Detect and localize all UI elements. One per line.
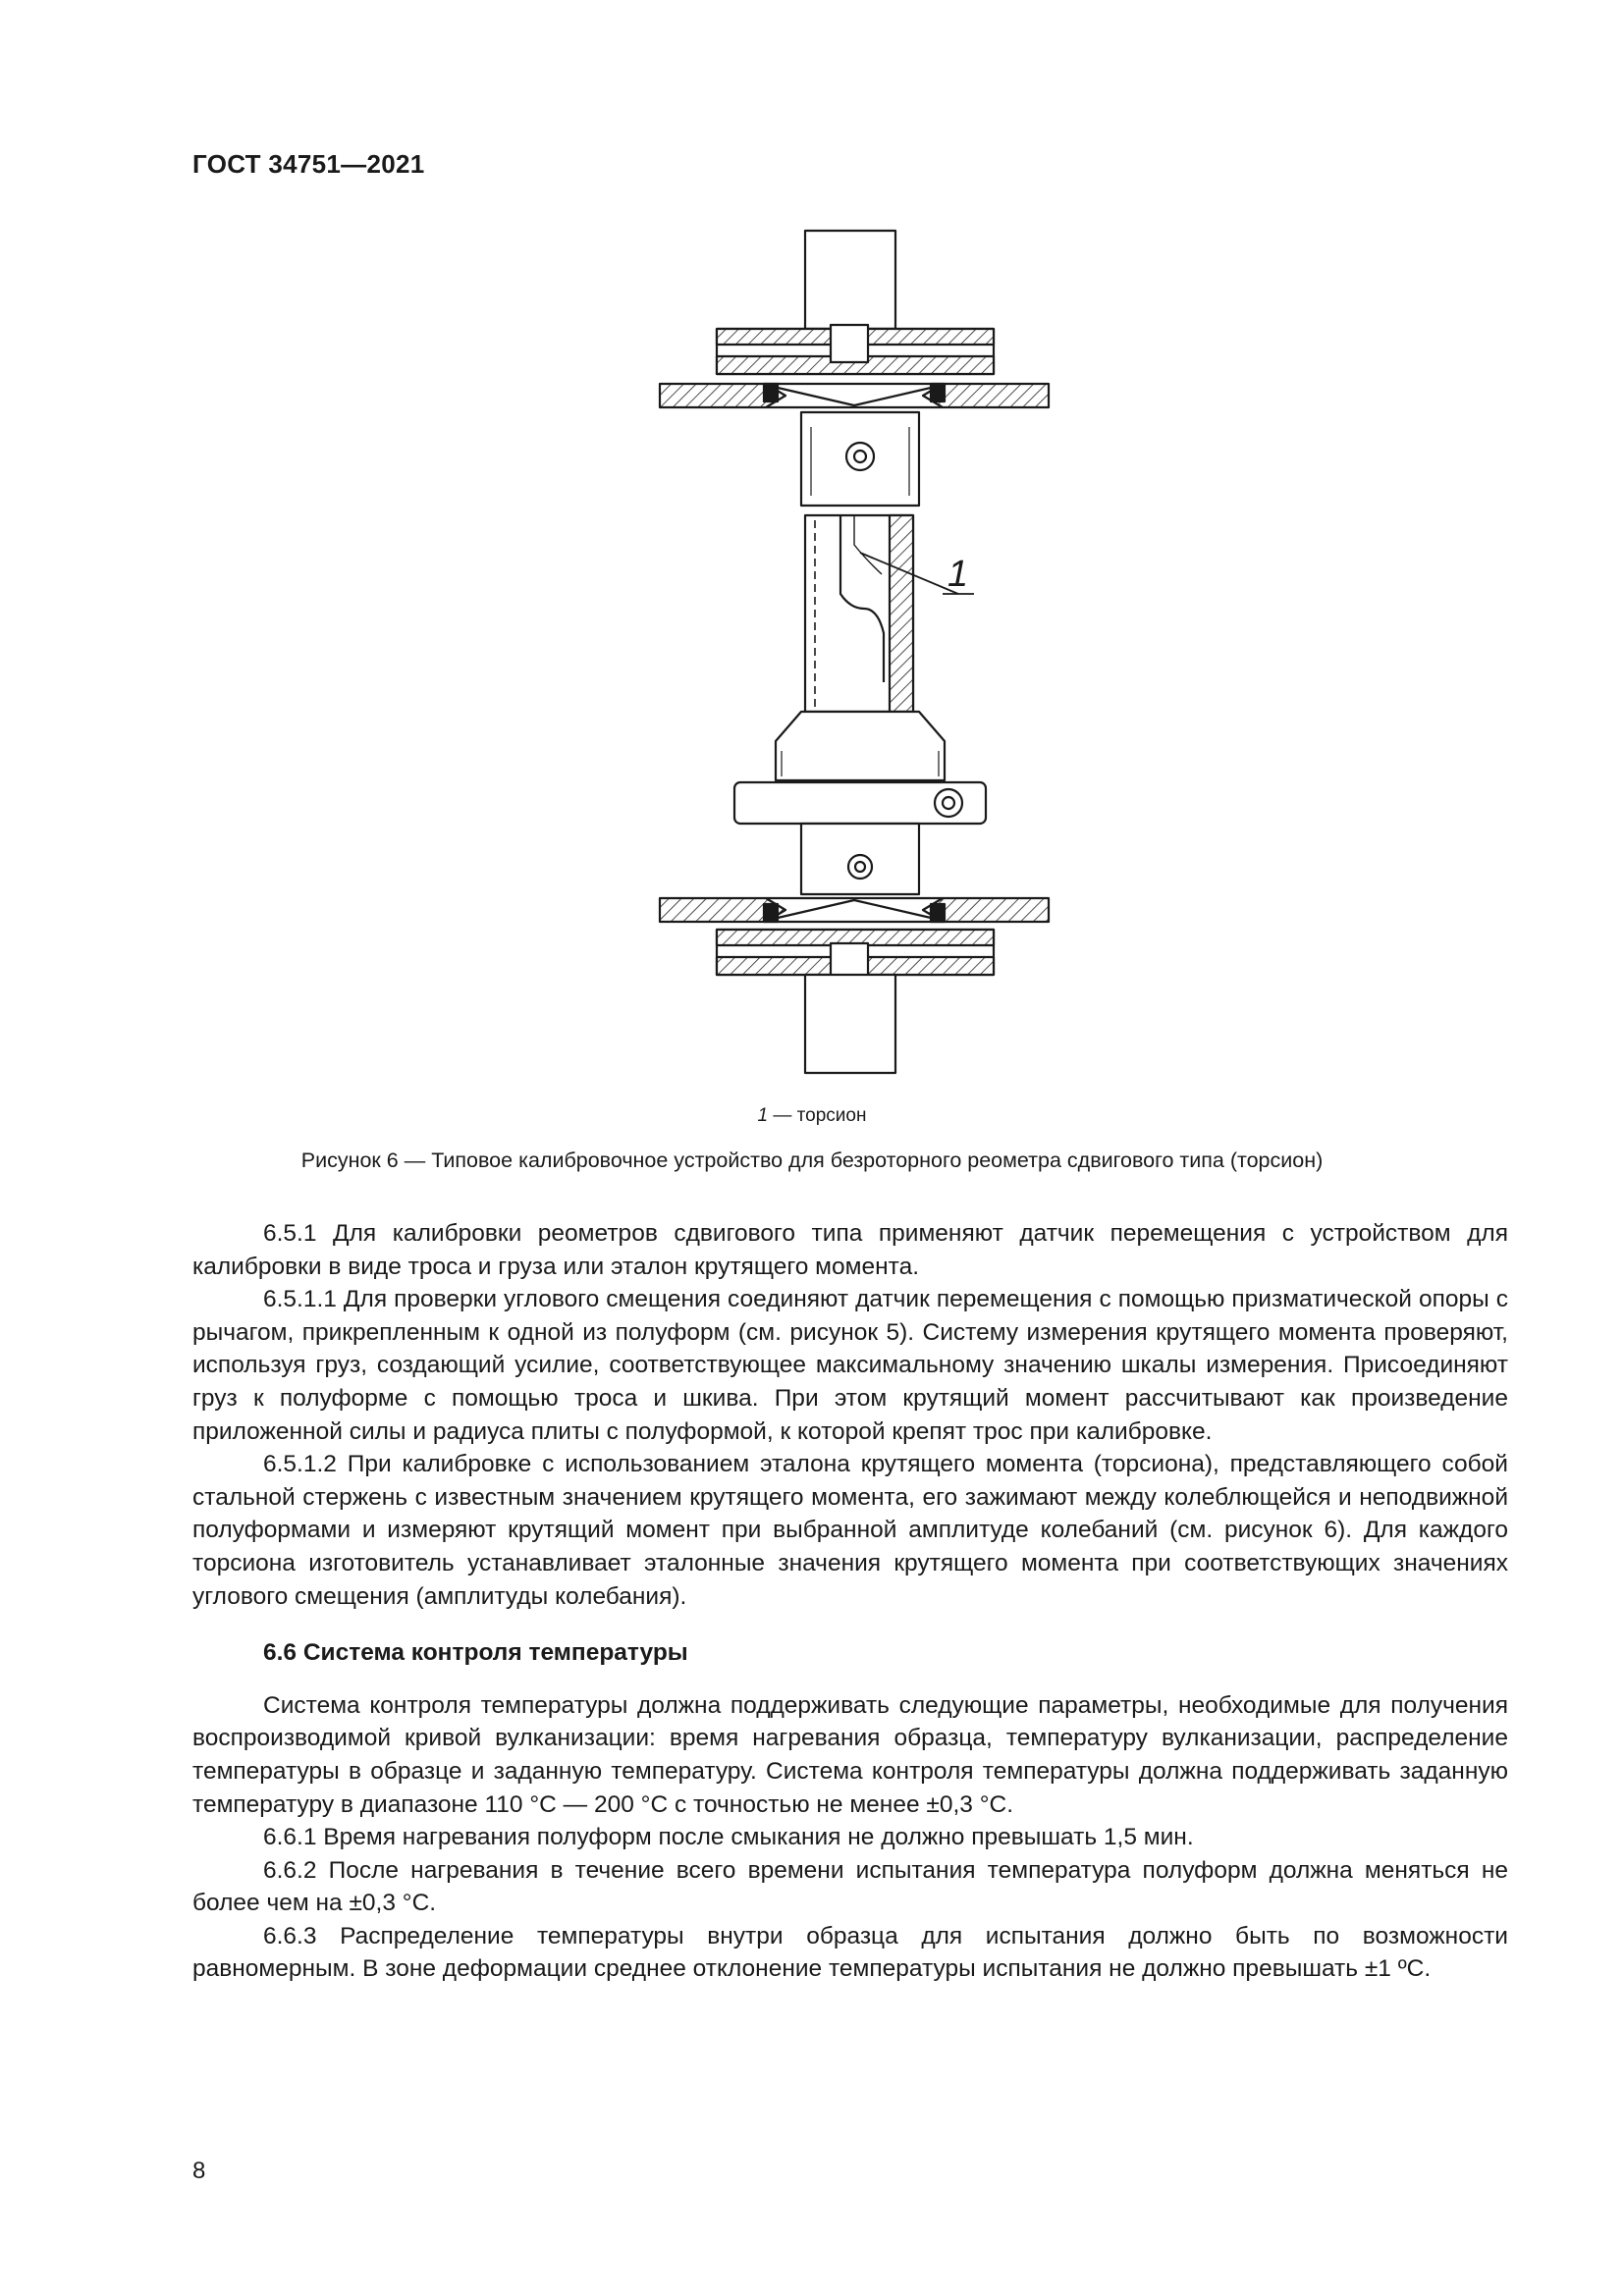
- page-number: 8: [192, 2158, 206, 2184]
- figure-torsion-device: [609, 221, 1100, 1085]
- figure-legend: [0, 1105, 1624, 1127]
- paragraph-6-6-3: 6.6.3 Распределение температуры внутри образца для испытания должно быть по возможности равномерным. В зоне деформации среднее отклонение температуры испытания не должно превышать ±1 ºC.: [192, 1922, 1508, 1983]
- top-shaft: [805, 231, 895, 329]
- callout-number: 1: [947, 554, 969, 595]
- section-heading-6-6: 6.6 Система контроля температуры: [263, 1639, 688, 1667]
- paragraph-6-5-1: 6.5.1 Для калибровки реометров сдвигового типа применяют датчик перемещения с устройством для калибровки в виде троса и груза или эталон крутящего момента.: [192, 1220, 1508, 1280]
- lower-cylinder: [801, 824, 919, 894]
- paragraph-6-5-1-2: 6.5.1.2 При калибровке с использованием эталона крутящего момента (торсиона), представляющего собой стальной стержень с известным значением крутящего момента, его зажимают между колеблющейся и неподвижной полуформами и измеряют крутящий момент при выбранной амплитуде колебаний (см. рисунок 6). Для каждого торсиона изготовитель устанавливает эталонные значения крутящего момента при соответствующих значениях углового смещения (амплитуды колебания).: [192, 1451, 1508, 1610]
- paragraph-6-5-1-1: 6.5.1.1 Для проверки углового смещения соединяют датчик перемещения с помощью призматической опоры с рычагом, прикрепленным к одной из полуформ (см. рисунок 5). Систему измерения крутящего момента проверяют, используя груз, создающий усилие, соответствующее максимальному значению шкалы измерения. Присоединяют груз к полуформе с помощью троса и шкива. При этом крутящий момент рассчитывают как произведение приложенной силы и радиуса плиты с полуформой, к которой крепят трос при калибровке.: [192, 1286, 1508, 1445]
- paragraph-6-6-1: 6.6.1 Время нагревания полуформ после смыкания не должно превышать 1,5 мин.: [263, 1824, 1194, 1851]
- lower-collar: [776, 712, 945, 780]
- body-text: [192, 1217, 1508, 1986]
- paragraph-6-6-2: 6.6.2 После нагревания в течение всего времени испытания температура полуформ должна меняться не более чем на ±0,3 °C.: [192, 1856, 1508, 1917]
- torsion-device-drawing: [609, 221, 1100, 1085]
- upper-cylinder: [801, 412, 919, 506]
- document-header: ГОСТ 34751—2021: [192, 149, 425, 179]
- bottom-shaft: [805, 975, 895, 1073]
- paragraph-6-6-intro: Система контроля температуры должна поддерживать следующие параметры, необходимые для получения воспроизводимой кривой вулканизации: время нагревания образца, температуру вулканизации, распределение температуры в образце и заданную температуру. Система контроля температуры должна поддерживать заданную температуру в диапазоне 110 °C — 200 °C с точностью не менее ±0,3 °C.: [192, 1691, 1508, 1818]
- legend-number: 1: [757, 1105, 769, 1126]
- figure-caption: Рисунок 6 — Типовое калибровочное устройство для безроторного реометра сдвигового типа (торсион): [300, 1148, 1324, 1172]
- legend-text: — торсион: [768, 1105, 867, 1126]
